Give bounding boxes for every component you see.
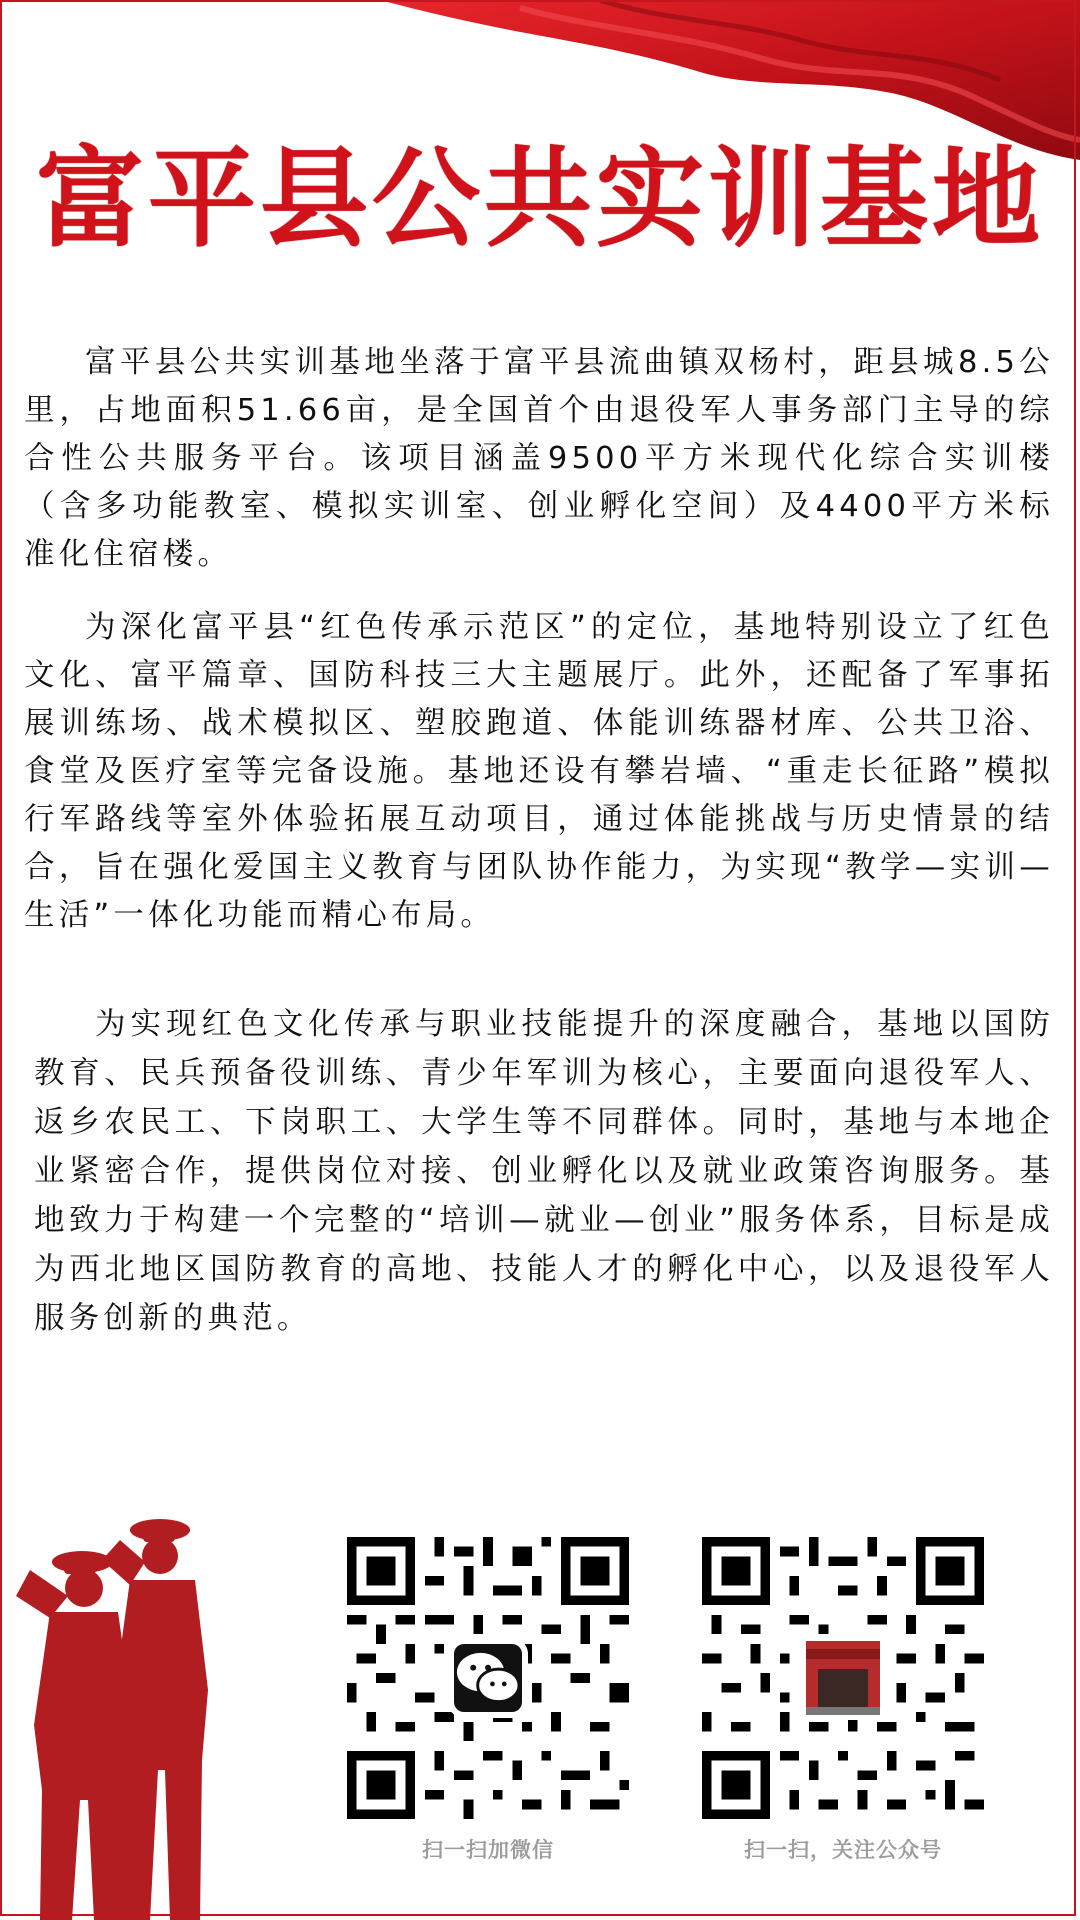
- official-account-qr-caption: 扫一扫，关注公众号: [744, 1838, 942, 1862]
- wechat-qr-caption: 扫一扫加微信: [422, 1838, 554, 1862]
- mission-paragraph: 为实现红色文化传承与职业技能提升的深度融合，基地以国防教育、民兵预备役训练、青少年军训为核心，主要面向退役军人、返乡农民工、下岗职工、大学生等不同群体。同时，基地与本地企业紧密合作，提供岗位对接、创业孵化以及就业政策咨询服务。基地致力于构建一个完整的“培训—就业—创业”服务体系，目标是成为西北地区国防教育的高地、技能人才的孵化中心，以及退役军人服务创新的典范。: [34, 1007, 1054, 1336]
- saluting-soldiers-silhouette: [10, 1500, 230, 1920]
- wechat-qr-code[interactable]: [347, 1537, 629, 1819]
- building-entrance: [818, 1669, 868, 1711]
- building-photo: [806, 1641, 880, 1715]
- official-account-qr-code[interactable]: [702, 1537, 984, 1819]
- building-sign: [806, 1649, 880, 1659]
- page-title: 富平县公共实训基地: [35, 137, 1044, 262]
- facilities-paragraph: 为深化富平县“红色传承示范区”的定位，基地特别设立了红色文化、富平篇章、国防科技三大主题展厅。此外，还配备了军事拓展训练场、战术模拟区、塑胶跑道、体能训练器材库、公共卫浴、食堂及医疗室等完备设施。基地还设有攀岩墙、“重走长征路”模拟行军路线等室外体验拓展互动项目，通过体能挑战与历史情景的结合，旨在强化爱国主义教育与团队协作能力，为实现“教学—实训—生活”一体化功能而精心布局。: [24, 610, 1054, 933]
- wechat-icon: [454, 1644, 522, 1712]
- building-ground: [806, 1707, 880, 1715]
- intro-paragraph: 富平县公共实训基地坐落于富平县流曲镇双杨村，距县城8.5公里，占地面积51.66亩，是全国首个由退役军人事务部门主导的综合性公共服务平台。该项目涵盖9500平方米现代化综合实训楼（含多功能教室、模拟实训室、创业孵化空间）及4400平方米标准化住宿楼。: [24, 345, 1054, 572]
